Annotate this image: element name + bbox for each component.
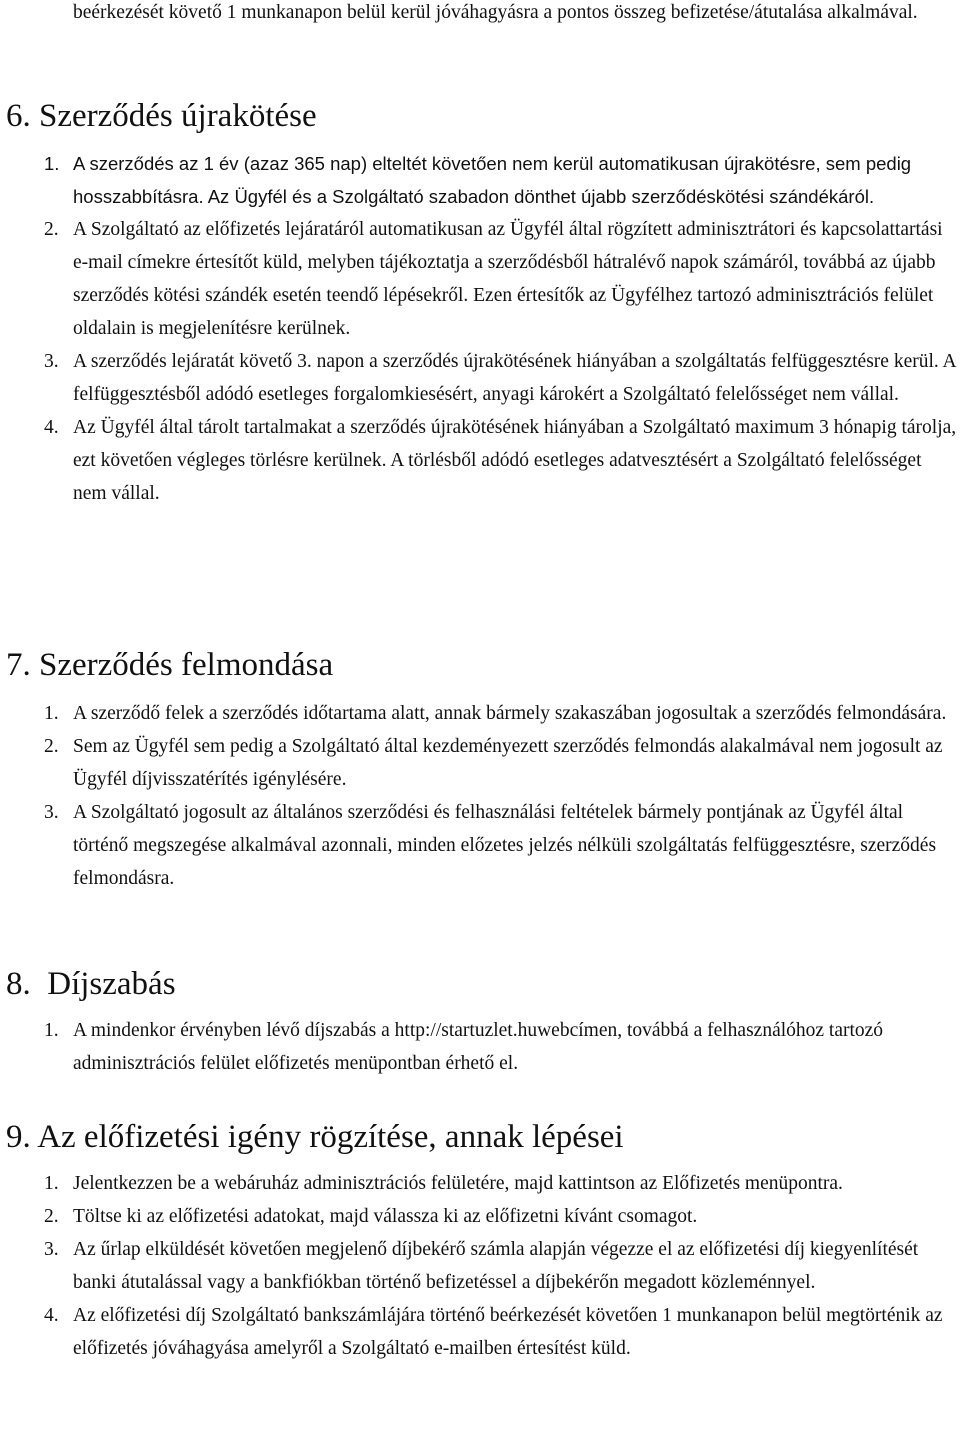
continuation-paragraph: beérkezését követő 1 munkanapon belül kerül jóváhagyásra a pontos összeg befizetése/átutalása alkalmával. — [73, 2, 918, 23]
section-heading-8 — [6, 964, 176, 1004]
section-heading-7 — [6, 645, 333, 685]
list-item — [0, 1200, 958, 1233]
item-text: A mindenkor érvényben lévő díjszabás a http://startuzlet.huwebcímen, továbbá a felhasználóhoz tartozó adminisztrációs felület előfizetés menüpontban érhető el. — [73, 1020, 884, 1074]
list-item — [0, 730, 958, 796]
item-text: Sem az Ügyfél sem pedig a Szolgáltató által kezdeményezett szerződés felmondás alakalmával nem jogosult az Ügyfél díjvisszatérítés igénylésére. — [73, 736, 943, 790]
list-item — [0, 411, 958, 510]
item-text: A Szolgáltató az előfizetés lejáratáról automatikusan az Ügyfél által rögzített adminisztrátori és kapcsolattartási e-mail címekre értesítőt küld, melyben tájékoztatja a szerződésből hátralévő napok számáról, továbbá az újabb szerződés kötési szándék esetén teendő lépésekről. Ezen értesítők az Ügyfélhez tartozó adminisztrációs felület oldalain is megjelenítésre kerülnek. — [73, 219, 943, 339]
item-number: 4. — [44, 1305, 59, 1326]
item-number: 3. — [44, 802, 59, 823]
list-item — [0, 1167, 958, 1200]
item-text: A szerződés lejáratát követő 3. napon a szerződés újrakötésének hiányában a szolgáltatás felfüggesztésre kerül. A felfüggesztésből adódó esetleges forgalomkiesésért, anyagi károkért a Szolgáltató felelősséget nem vállal. — [73, 351, 956, 405]
item-number: 1. — [44, 1173, 59, 1194]
section-title-text: Szerződés felmondása — [39, 647, 334, 683]
item-number: 2. — [44, 1206, 59, 1227]
section-7-list — [0, 697, 958, 895]
item-number: 2. — [44, 736, 59, 757]
item-number: 1. — [44, 153, 60, 174]
section-9-list — [0, 1167, 958, 1365]
section-title-text: Szerződés újrakötése — [39, 98, 317, 134]
item-number: 2. — [44, 219, 59, 240]
item-text: A szerződő felek a szerződés időtartama alatt, annak bármely szakaszában jogosultak a szerződés felmondására. — [73, 703, 947, 724]
item-number: 1. — [44, 1020, 59, 1041]
list-item — [0, 213, 958, 345]
item-text: Az űrlap elküldését követően megjelenő díjbekérő számla alapján végezze el az előfizetési díj kiegyenlítését banki átutalással vagy a bankfiókban történő befizetéssel a díjbekérőn megadott közleménnyel. — [73, 1239, 919, 1293]
list-item — [0, 697, 958, 730]
item-text: Az előfizetési díj Szolgáltató bankszámlájára történő beérkezését követően 1 munkanapon belül megtörténik az előfizetés jóváhagyása amelyről a Szolgáltató e-mailben értesítést küld. — [73, 1305, 943, 1359]
section-heading-6 — [6, 96, 317, 136]
section-title-text: Díjszabás — [47, 966, 176, 1002]
item-number: 3. — [44, 351, 59, 372]
list-item — [0, 147, 958, 213]
section-title-text: Az előfizetési igény rögzítése, annak lépései — [37, 1119, 624, 1155]
item-number: 1. — [44, 703, 59, 724]
list-item — [0, 345, 958, 411]
section-heading-9 — [6, 1117, 624, 1157]
section-6-list — [0, 147, 958, 510]
list-item — [0, 796, 958, 895]
item-text: Töltse ki az előfizetési adatokat, majd válassza ki az előfizetni kívánt csomagot. — [73, 1206, 698, 1227]
section-number: 8. — [6, 966, 31, 1002]
section-number: 7. — [6, 647, 31, 683]
item-text: A Szolgáltató jogosult az általános szerződési és felhasználási feltételek bármely pontjának az Ügyfél által történő megszegése alkalmával azonnali, minden előzetes jelzés nélküli szolgáltatás felfüggesztésre, szerződés felmondásra. — [73, 802, 937, 889]
list-item — [0, 1299, 958, 1365]
item-number: 3. — [44, 1239, 59, 1260]
section-8-list — [0, 1014, 958, 1080]
item-text: Jelentkezzen be a webáruház adminisztrációs felületére, majd kattintson az Előfizetés menüpontra. — [73, 1173, 843, 1194]
list-item — [0, 1014, 958, 1080]
section-number: 6. — [6, 98, 31, 134]
section-number: 9. — [6, 1119, 31, 1155]
item-text: Az Ügyfél által tárolt tartalmakat a szerződés újrakötésének hiányában a Szolgáltató maximum 3 hónapig tárolja, ezt követően végleges törlésre kerülnek. A törlésből adódó esetleges adatvesztésért a Szolgáltató felelősséget nem vállal. — [73, 417, 957, 504]
item-text: A szerződés az 1 év (azaz 365 nap) elteltét követően nem kerül automatikusan újrakötésre, sem pedig hosszabbításra. Az Ügyfél és a Szolgáltató szabadon dönthet újabb szerződéskötési szándékáról. — [73, 153, 912, 207]
list-item — [0, 1233, 958, 1299]
item-number: 4. — [44, 417, 59, 438]
